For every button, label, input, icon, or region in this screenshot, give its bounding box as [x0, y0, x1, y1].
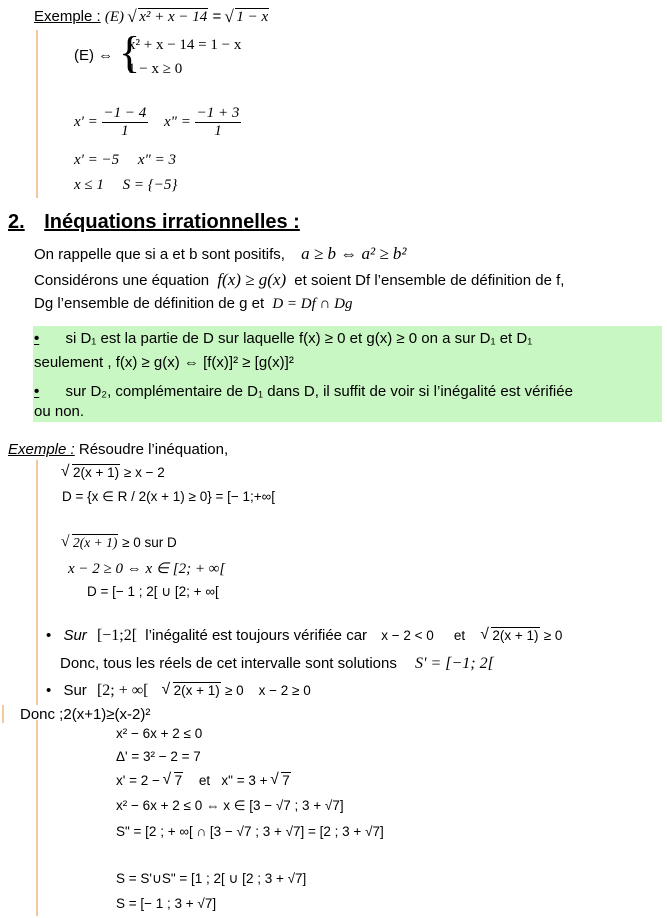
example1-header: Exemple : (E) √ x² + x − 14 = √ 1 − x [34, 9, 269, 25]
equivalence-label: (E) ⇔ [74, 47, 114, 64]
d-union-line: D = [− 1 ; 2[ ∪ [2; + ∞[ [87, 584, 219, 599]
bullet-2-line-1: • sur D₂, complémentaire de D₁ dans D, il suffit de voir si l’inégalité est vérifiée [34, 383, 573, 400]
system-brace: { [119, 28, 141, 77]
example1-lhs: √ x² + x − 14 [128, 10, 208, 25]
example1-rhs: √ 1 − x [225, 10, 269, 25]
left-bar-small [2, 705, 4, 723]
bullet-1-line-2: seulement , f(x) ≥ g(x) ⇔ [f(x)]² ≥ [g(x)]² [34, 354, 294, 371]
left-bar-ex3 [36, 720, 38, 916]
quadratic-line: x² − 6x + 2 ≤ 0 [116, 726, 203, 741]
s-final-line: S = [− 1 ; 3 + √7] [116, 896, 217, 911]
inequation-line: √ 2(x + 1) ≥ x − 2 [62, 466, 165, 480]
dg-line: Dg l’ensemble de définition de g et D = Df ∩ Dg [34, 295, 353, 312]
example2-header: Exemple : Résoudre l’inéquation, [8, 441, 229, 458]
system-line-2: 1 − x ≥ 0 [128, 61, 183, 77]
bullet-2-line-2: ou non. [34, 403, 85, 420]
example1-title: Exemple : [34, 8, 101, 25]
equiv2-line: x² − 6x + 2 ≤ 0 ⇔ x ∈ [3 − √7 ; 3 + √7] [116, 798, 344, 813]
system-line-1: x² + x − 14 = 1 − x [128, 37, 242, 53]
left-bar-ex2 [36, 460, 38, 705]
bullet-1-line-1: • si D₁ est la partie de D sur laquelle f(x) ≥ 0 et g(x) ≥ 0 on a sur D₁ et D₁ [34, 330, 533, 347]
section-title: Inéquations irrationnelles : [44, 211, 300, 233]
s-double-prime-line: S" = [2 ; + ∞[ ∩ [3 − √7 ; 3 + √7] = [2 ; 3 + √7] [116, 824, 384, 839]
donc2-line: Donc ;2(x+1)≥(x-2)² [20, 706, 151, 723]
sur1-line: • Sur [−1;2[ l’inégalité est toujours vérifiée car x − 2 < 0 et √ 2(x + 1) ≥ 0 [46, 628, 562, 644]
example1-eq-label: (E) [104, 9, 125, 25]
xprime-fraction: x' = $\frac{-1 - 4}{1}$ [74, 105, 147, 139]
sqrt-positive-line: √ 2(x + 1) ≥ 0 sur D [62, 536, 177, 550]
recall-line: On rappelle que si a et b sont positifs, a ≥ b ⇔ a² ≥ b² [34, 244, 407, 263]
sur2-line: • Sur [2; + ∞[ √ 2(x + 1) ≥ 0 x − 2 ≥ 0 [46, 683, 311, 699]
donc1-line: Donc, tous les réels de cet intervalle sont solutions S' = [−1; 2[ [60, 655, 494, 672]
delta-line: Δ' = 3² − 2 = 7 [116, 749, 201, 764]
xsecond-fraction: x" = $\frac{-1 + 3}{1}$ [164, 105, 240, 139]
section-number: 2. [8, 211, 25, 233]
xminus-line: x − 2 ≥ 0 ⇔ x ∈ [2; + ∞[ [68, 561, 226, 577]
roots2-line: x' = 2 − √ 7 et x" = 3 + √ 7 [116, 774, 291, 788]
left-bar-ex1 [36, 30, 38, 198]
example2-title: Exemple : [8, 441, 75, 458]
roots-line: x' = −5 x" = 3 [74, 152, 176, 168]
domain-line: D = {x ∈ R / 2(x + 1) ≥ 0} = [− 1;+∞[ [62, 489, 276, 504]
section-heading [8, 212, 300, 232]
consider-line: Considérons une équation f(x) ≥ g(x) et soient Df l’ensemble de définition de f, [34, 270, 565, 289]
s-union-line: S = S'∪S" = [1 ; 2[ ∪ [2 ; 3 + √7] [116, 871, 307, 886]
solution-line: x ≤ 1 S = {−5} [74, 177, 178, 193]
